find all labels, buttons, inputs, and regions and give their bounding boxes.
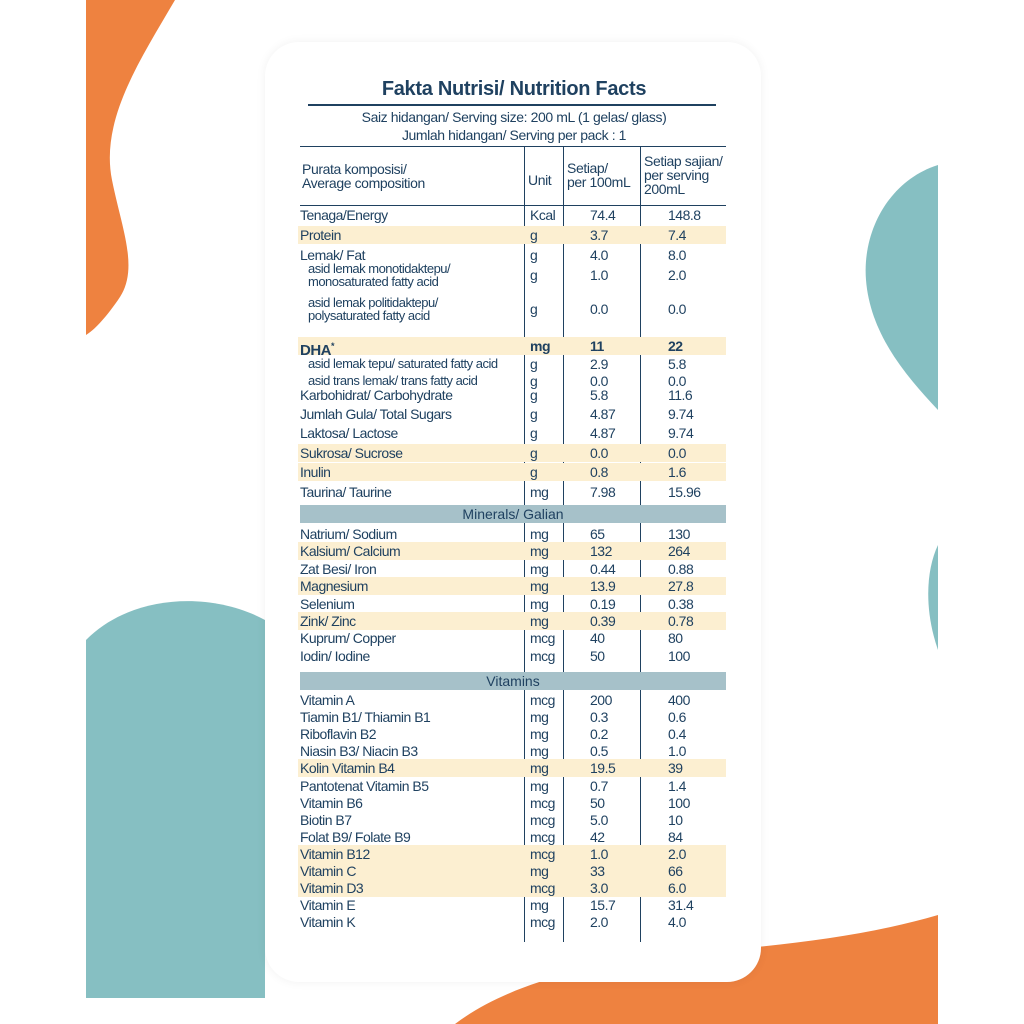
perserving-value: 130 [668, 526, 690, 542]
nutrient-name-text: Kolin Vitamin B4 [300, 760, 395, 777]
header-per100 [567, 161, 630, 189]
perserving-value: 0.0 [668, 301, 686, 317]
perserving-value: 2.0 [668, 845, 686, 862]
unit-cell: g [530, 356, 538, 372]
nutrient-name-text: Magnesium [300, 578, 368, 595]
nutrient-name [300, 778, 429, 794]
perserving-value: 0.6 [668, 709, 686, 726]
nutrient-name-text: Vitamin B12 [300, 845, 370, 862]
unit-cell: mcg [530, 794, 555, 811]
table-row [298, 759, 726, 777]
per100-value: 19.5 [590, 760, 616, 777]
unit-cell: mg [530, 709, 549, 726]
table-row [298, 595, 726, 613]
title-rule [308, 104, 716, 106]
nutrient-name [308, 356, 498, 372]
nutrient-name [300, 596, 354, 612]
per100-value: 200 [590, 692, 612, 708]
unit-cell: mg [530, 863, 549, 879]
nutrient-name-text: Zink/ Zinc [300, 613, 356, 629]
header-per100-line1: Setiap/ [567, 160, 608, 176]
unit-cell: mcg [530, 811, 555, 828]
table-row [298, 647, 726, 665]
nutrient-name [300, 464, 330, 480]
nutrient-name-text: Zat Besi/ Iron [300, 560, 377, 577]
table-row [298, 811, 726, 829]
nutrient-name-text: Vitamin E [300, 897, 356, 914]
nutrient-name [300, 795, 362, 811]
per100-value: 0.44 [590, 560, 616, 577]
nutrient-name [300, 387, 453, 403]
nutrient-name-text: Niasin B3/ Niacin B3 [300, 743, 418, 760]
nutrient-name-text: asid lemak monotidaktepu/ [308, 261, 451, 276]
nutrient-name [300, 880, 363, 896]
nutrient-name-text: Vitamin K [300, 914, 356, 931]
nutrient-name-text: Kuprum/ Copper [300, 630, 396, 647]
header-composition-line2: Average composition [302, 175, 425, 191]
unit-cell: mcg [530, 828, 555, 845]
table-row [298, 444, 726, 462]
per100-value: 40 [590, 630, 605, 647]
nutrient-name-text: Vitamin B6 [300, 794, 363, 811]
per100-value: 42 [590, 828, 605, 845]
table-row [298, 629, 726, 647]
nutrient-name [300, 630, 396, 646]
nutrient-name [300, 812, 352, 828]
table-row [298, 206, 726, 224]
per100-value: 2.9 [590, 356, 608, 372]
minerals-section-header: Minerals/ Galian [300, 505, 726, 523]
unit-cell: g [530, 301, 538, 317]
nutrient-name [300, 897, 355, 913]
perserving-value: 264 [668, 543, 690, 560]
table-row [298, 828, 726, 846]
perserving-value: 1.4 [668, 777, 686, 794]
unit-cell: g [530, 373, 538, 389]
unit-cell: g [530, 406, 538, 422]
header-perserving-line1: Setiap sajian/ [644, 153, 723, 169]
nutrient-name-text: Sukrosa/ Sucrose [300, 445, 403, 461]
per100-value: 0.7 [590, 777, 608, 794]
nutrient-name [300, 578, 368, 594]
per100-value: 50 [590, 647, 605, 664]
header-perserving-line2: per serving [644, 167, 709, 183]
nutrient-name [300, 914, 355, 930]
perserving-value: 66 [668, 863, 683, 879]
per100-value: 1.0 [590, 267, 608, 283]
unit-cell: g [530, 464, 538, 480]
perserving-value: 8.0 [668, 247, 686, 263]
header-perserving-line3: 200mL [644, 181, 685, 197]
per100-value: 0.3 [590, 709, 608, 726]
perserving-value: 27.8 [668, 578, 694, 595]
nutrient-name-text: Vitamin D3 [300, 880, 364, 897]
perserving-value: 5.8 [668, 356, 686, 372]
perserving-value: 80 [668, 630, 683, 647]
unit-cell: g [530, 387, 538, 403]
per100-value: 13.9 [590, 578, 616, 595]
table-row [298, 577, 726, 595]
nutrient-name [300, 648, 370, 664]
nutrient-name-text: Pantotenat Vitamin B5 [300, 777, 429, 794]
perserving-value: 0.4 [668, 726, 686, 743]
teal-blob-right-mid [928, 545, 938, 650]
table-row [298, 463, 726, 481]
nutrient-name [300, 445, 403, 461]
unit-cell: g [530, 247, 538, 263]
perserving-value: 148.8 [668, 207, 701, 223]
table-row [298, 777, 726, 795]
perserving-value: 7.4 [668, 227, 686, 243]
nutrient-name [300, 692, 354, 708]
table-row [298, 560, 726, 578]
perserving-value: 39 [668, 760, 683, 777]
perserving-value: 31.4 [668, 897, 694, 914]
nutrient-name-text: Tenaga/Energy [300, 207, 388, 223]
unit-cell: mg [530, 613, 549, 629]
per100-value: 2.0 [590, 914, 608, 931]
perserving-value: 2.0 [668, 267, 686, 283]
vitamins-section-header: Vitamins [300, 672, 726, 690]
perserving-value: 1.6 [668, 464, 686, 480]
header-per100-line2: per 100mL [567, 174, 631, 190]
unit-cell: mg [530, 484, 549, 500]
table-row [298, 708, 726, 726]
perserving-value: 11.6 [668, 387, 693, 403]
nutrient-name-text: Iodin/ Iodine [300, 647, 370, 664]
unit-cell: g [530, 267, 538, 283]
perserving-value: 0.0 [668, 445, 686, 461]
unit-cell: mg [530, 595, 549, 612]
table-row [298, 913, 726, 931]
table-row [298, 261, 726, 289]
perserving-value: 0.0 [668, 373, 686, 389]
servings-per-pack: Jumlah hidangan/ Serving per pack : 1 [401, 127, 627, 143]
nutrient-name [300, 543, 400, 559]
teal-blob-right-top [866, 165, 938, 410]
per100-value: 0.19 [590, 595, 616, 612]
header-composition-line1: Purata komposisi/ [302, 161, 407, 177]
per100-value: 33 [590, 863, 605, 879]
per100-value: 11 [590, 338, 604, 354]
nutrient-name [300, 425, 398, 441]
per100-value: 1.0 [590, 845, 608, 862]
nutrient-name [300, 484, 391, 500]
table-row [298, 742, 726, 760]
header-composition [302, 162, 425, 190]
per100-value: 4.87 [590, 425, 616, 441]
table-row [298, 295, 726, 323]
table-row [298, 879, 726, 897]
per100-value: 3.7 [590, 227, 608, 243]
unit-cell: mg [530, 777, 549, 794]
table-row [298, 337, 726, 359]
unit-cell: mg [530, 726, 549, 743]
per100-value: 0.39 [590, 613, 616, 629]
perserving-value: 10 [668, 811, 683, 828]
nutrient-name-text: Natrium/ Sodium [300, 526, 397, 542]
table-row [298, 386, 726, 404]
unit-cell: mcg [530, 880, 555, 897]
nutrient-name [300, 726, 376, 742]
nutrient-name-text: Biotin B7 [300, 811, 352, 828]
unit-cell: mcg [530, 914, 555, 931]
perserving-value: 0.88 [668, 560, 694, 577]
nutrient-name [300, 227, 341, 243]
perserving-value: 84 [668, 828, 683, 845]
table-row [298, 845, 726, 863]
nutrient-name-text: asid lemak tepu/ saturated fatty acid [308, 356, 498, 371]
nutrient-name [300, 526, 397, 542]
perserving-value: 4.0 [668, 914, 686, 931]
perserving-value: 15.96 [668, 484, 701, 500]
perserving-value: 0.78 [668, 613, 694, 629]
per100-value: 0.0 [590, 373, 608, 389]
per100-value: 0.0 [590, 445, 608, 461]
table-row [298, 355, 726, 373]
per100-value: 65 [590, 526, 605, 542]
per100-value: 15.7 [590, 897, 616, 914]
nutrient-name [300, 743, 418, 759]
unit-cell: Kcal [530, 207, 556, 223]
unit-cell: mcg [530, 692, 555, 708]
serving-size: Saiz hidangan/ Serving size: 200 mL (1 gelas/ glass) [361, 109, 667, 125]
nutrient-name-text: Jumlah Gula/ Total Sugars [300, 406, 452, 422]
nutrient-name-text: Selenium [300, 595, 355, 612]
nutrient-name-text: asid trans lemak/ trans fatty acid [308, 373, 478, 388]
perserving-value: 400 [668, 692, 690, 708]
unit-cell: mg [530, 543, 549, 560]
per100-value: 4.87 [590, 406, 616, 422]
perserving-value: 100 [668, 794, 690, 811]
header-unit: Unit [528, 172, 552, 188]
nutrient-name-text: Kalsium/ Calcium [300, 543, 401, 560]
table-row [298, 794, 726, 812]
perserving-value: 0.38 [668, 595, 694, 612]
unit-cell: mg [530, 338, 550, 354]
per100-value: 7.98 [590, 484, 616, 500]
nutrient-name-text: Riboflavin B2 [300, 726, 376, 743]
unit-cell: mg [530, 578, 549, 595]
unit-cell: mcg [530, 647, 555, 664]
unit-cell: mg [530, 743, 549, 760]
nutrient-name-text: Protein [300, 227, 341, 243]
teal-blob-bottom-left [86, 601, 265, 998]
nutrient-name-text-line2: monosaturated fatty acid [308, 274, 439, 289]
nutrient-name [300, 561, 376, 577]
nutrient-name [300, 709, 430, 725]
nutrient-name-text: Karbohidrat/ Carbohydrate [300, 387, 453, 403]
per100-value: 74.4 [590, 207, 616, 223]
nutrient-name-text: Taurina/ Taurine [300, 484, 392, 500]
nutrient-name [300, 863, 356, 879]
per100-value: 0.0 [590, 301, 608, 317]
table-row [298, 691, 726, 709]
nutrient-name [308, 296, 438, 322]
nutrient-name [300, 406, 451, 422]
table-row [298, 424, 726, 442]
nutrient-name-text: Vitamin C [300, 863, 356, 879]
per100-value: 0.2 [590, 726, 608, 743]
per100-value: 5.0 [590, 811, 608, 828]
nutrient-name-text: Lemak/ Fat [300, 247, 366, 263]
nutrient-name [300, 613, 356, 629]
table-row [298, 226, 726, 244]
perserving-value: 22 [668, 338, 683, 354]
per100-value: 4.0 [590, 247, 608, 263]
table-row [298, 525, 726, 543]
perserving-value: 9.74 [668, 425, 694, 441]
perserving-value: 1.0 [668, 743, 686, 760]
header-top-rule [300, 146, 726, 147]
per100-value: 132 [590, 543, 612, 560]
unit-cell: mg [530, 560, 549, 577]
per100-value: 0.8 [590, 464, 608, 480]
nutrient-name-text: Vitamin A [300, 692, 355, 708]
unit-cell: g [530, 445, 538, 461]
nutrient-name [300, 829, 410, 845]
nutrient-name [308, 262, 450, 288]
table-row [298, 542, 726, 560]
table-row [298, 612, 726, 630]
label-title: Fakta Nutrisi/ Nutrition Facts [381, 78, 647, 100]
header-perserving [644, 154, 722, 196]
perserving-value: 9.74 [668, 406, 694, 422]
orange-blob-top-left [86, 0, 175, 335]
per100-value: 50 [590, 794, 605, 811]
unit-cell: mg [530, 760, 549, 777]
nutrient-name-text-line2: polysaturated fatty acid [308, 308, 430, 323]
table-row [298, 483, 726, 501]
table-row [298, 405, 726, 423]
perserving-value: 6.0 [668, 880, 686, 897]
nutrient-name-text: Folat B9/ Folate B9 [300, 828, 411, 845]
nutrient-name-text: DHA [300, 342, 331, 359]
nutrient-name-text: Tiamin B1/ Thiamin B1 [300, 709, 431, 726]
per100-value: 3.0 [590, 880, 608, 897]
nutrient-name-text: Laktosa/ Lactose [300, 425, 398, 441]
unit-cell: g [530, 227, 538, 243]
nutrient-name-text: Inulin [300, 464, 331, 480]
per100-value: 0.5 [590, 743, 608, 760]
unit-cell: mg [530, 526, 549, 542]
footnote-marker: * [331, 341, 335, 351]
nutrient-name [300, 846, 370, 862]
nutrient-name [300, 207, 388, 223]
per100-value: 5.8 [590, 387, 608, 403]
nutrient-name-text: asid lemak politidaktepu/ [308, 295, 438, 310]
table-row [298, 725, 726, 743]
unit-cell: g [530, 425, 538, 441]
unit-cell: mg [530, 897, 549, 914]
nutrient-name [300, 760, 394, 776]
unit-cell: mcg [530, 845, 555, 862]
perserving-value: 100 [668, 647, 690, 664]
unit-cell: mcg [530, 630, 555, 647]
table-row [298, 896, 726, 914]
table-row [298, 862, 726, 880]
